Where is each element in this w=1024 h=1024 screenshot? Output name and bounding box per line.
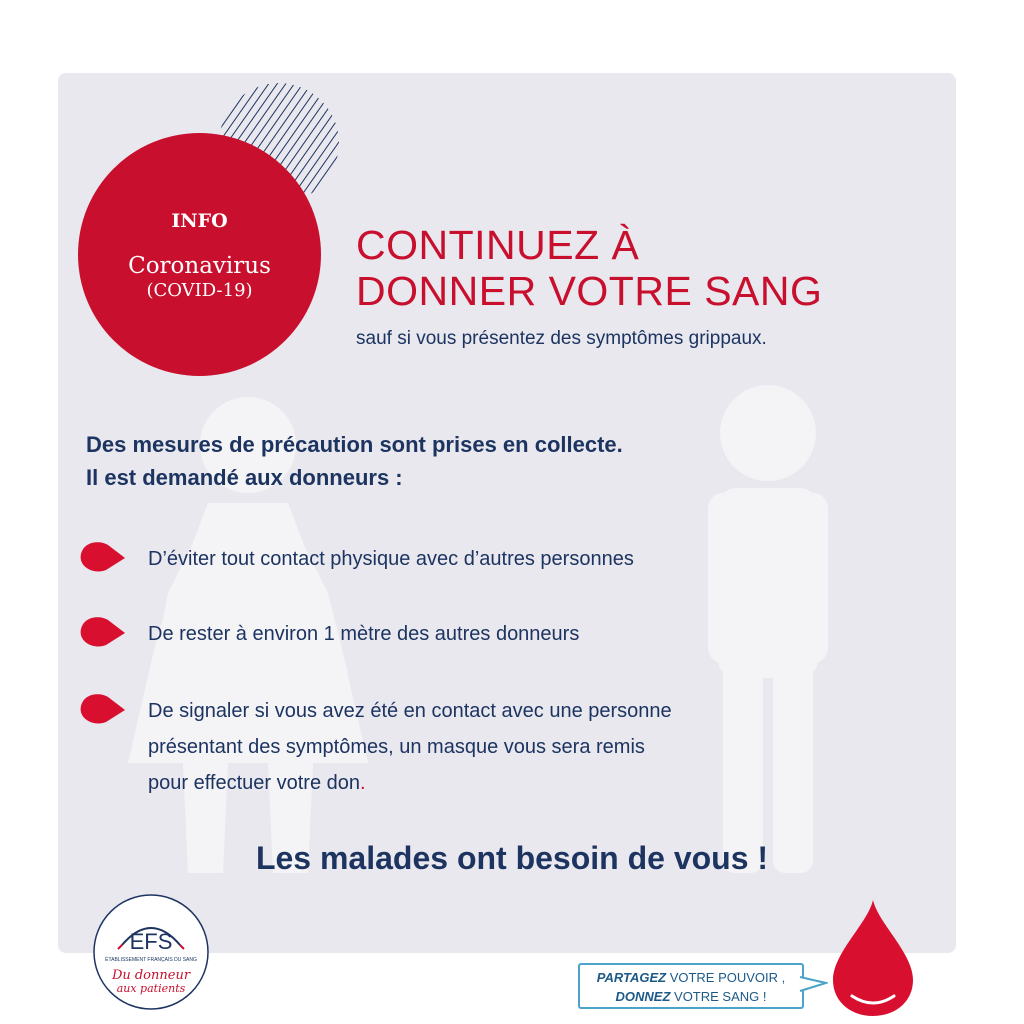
blood-drop-bullet-icon	[78, 616, 126, 650]
logo-tagline1: Du donneur	[111, 968, 191, 983]
share-em1: PARTAGEZ	[596, 970, 667, 985]
list-item-line3	[148, 765, 848, 801]
intro-text	[86, 428, 866, 494]
badge-code: (COVID-19)	[146, 280, 253, 301]
blood-drop-bullet-icon	[78, 541, 126, 575]
list-item-end-dot: .	[360, 772, 366, 794]
logo-tagline2: aux patients	[116, 982, 186, 995]
headline-line2: DONNER VOTRE SANG	[356, 268, 823, 314]
logo-full-name: ÉTABLISSEMENT FRANÇAIS DU SANG	[105, 957, 197, 963]
share-rest2: VOTRE SANG !	[670, 989, 767, 1004]
logo-acronym: EFS	[129, 929, 173, 954]
badge-info-label: INFO	[171, 210, 228, 232]
headline	[356, 222, 956, 314]
subheadline: sauf si vous présentez des symptômes grippaux.	[356, 328, 767, 349]
share-rest1: VOTRE POUVOIR ,	[666, 970, 786, 985]
blood-drop-icon	[828, 898, 918, 1018]
blood-drop-bullet-icon	[78, 693, 126, 727]
list-item-line1: De signaler si vous avez été en contact avec une personne	[148, 700, 672, 722]
list-item-line2: présentant des symptômes, un masque vous sera remis	[148, 736, 645, 758]
list-item-text: De rester à environ 1 mètre des autres donneurs	[148, 623, 580, 645]
closing-slogan: Les malades ont besoin de vous !	[255, 840, 769, 876]
share-em2: DONNEZ	[615, 989, 671, 1004]
headline-line1: CONTINUEZ À	[356, 222, 640, 268]
intro-line1: Des mesures de précaution sont prises en collecte.	[86, 432, 623, 457]
speech-tail-icon	[798, 975, 828, 995]
share-banner	[578, 963, 804, 1009]
list-item-text	[148, 693, 848, 801]
badge-topic: Coronavirus	[128, 253, 271, 279]
list-item-text: D’éviter tout contact physique avec d’autres personnes	[148, 548, 634, 570]
efs-logo	[92, 893, 210, 1011]
info-badge	[78, 133, 321, 376]
list-item-line3-text: pour effectuer votre don	[148, 772, 360, 794]
intro-line2: Il est demandé aux donneurs :	[86, 465, 403, 490]
